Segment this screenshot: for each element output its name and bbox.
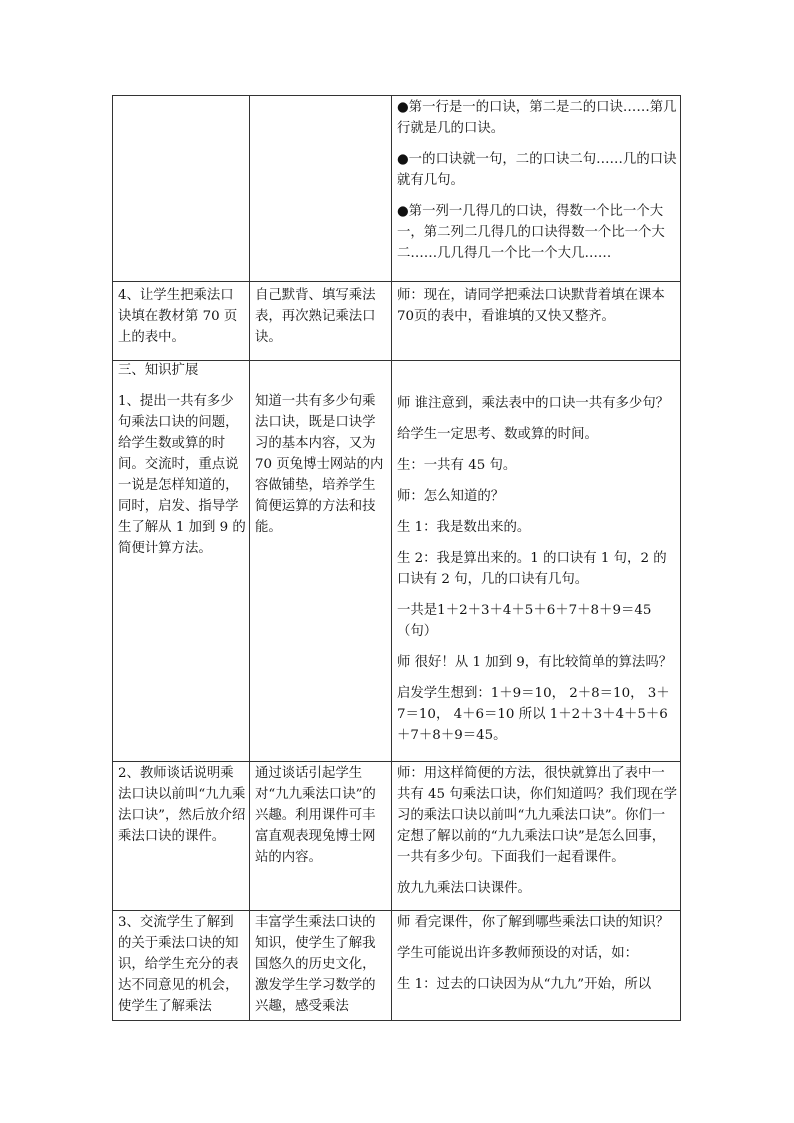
- table-cell-r4-c3: [392, 763, 681, 909]
- cell-paragraph: 生 2：我是算出来的。1 的口诀有 1 句，2 的口诀有 2 句，几的口诀有几句。: [397, 551, 667, 587]
- table-cell-r2-c2: [250, 285, 391, 360]
- cell-paragraph: 师：现在，请同学把乘法口诀默背着填在课本 70页的表中，看谁填的又快又整齐。: [397, 288, 665, 324]
- cell-paragraph: 师 看完课件，你了解到哪些乘法口诀的知识？: [397, 915, 670, 930]
- section-heading: 三、知识扩展: [118, 363, 199, 378]
- cell-paragraph: 师 谁注意到，乘法表中的口诀一共有多少句？: [397, 396, 670, 411]
- lesson-plan-table: [112, 95, 681, 1021]
- cell-paragraph: 1、提出一共有多少句乘法口诀的问题，给学生数或算的时间。交流时，重点说一说是怎样知道的，同时，启发、指导学生了解从 1 加到 9 的简便计算方法。: [118, 394, 246, 556]
- cell-paragraph: 放九九乘法口诀课件。: [397, 881, 531, 896]
- cell-paragraph: 师：怎么知道的？: [397, 489, 505, 504]
- cell-paragraph: 4、让学生把乘法口诀填在教材第 70 页上的表中。: [118, 288, 238, 345]
- row-divider: [113, 281, 680, 282]
- table-cell-r4-c1: [113, 763, 249, 909]
- cell-paragraph: 生 1：过去的口诀因为从“九九”开始，所以: [397, 977, 652, 992]
- cell-paragraph: 启发学生想到：1＋9＝10， 2＋8＝10， 3＋7＝10， 4＋6＝10 所以 1＋2＋3＋4＋5＋6＋7＋8＋9＝45。: [397, 686, 670, 743]
- cell-paragraph: 学生可能说出许多教师预设的对话，如：: [397, 946, 639, 961]
- table-cell-r2-c3: [392, 285, 681, 360]
- cell-paragraph: 通过谈话引起学生对“九九乘法口诀”的兴趣。利用课件可丰富直观表现兔博士网站的内容。: [255, 766, 376, 865]
- cell-paragraph: 生 1：我是数出来的。: [397, 520, 531, 535]
- cell-paragraph: 知道一共有多少句乘法口诀，既是口诀学习的基本内容，又为 70 页兔博士网站的内容做铺垫，培养学生简便运算的方法和技能。: [255, 394, 384, 535]
- table-cell-r5-c1: [113, 912, 249, 1019]
- cell-paragraph: 生：一共有 45 句。: [397, 458, 517, 473]
- table-cell-r4-c2: [250, 763, 391, 909]
- table-cell-r3-c1: [113, 360, 249, 760]
- table-cell-r1-c3: [392, 97, 681, 281]
- table-cell-r5-c2: [250, 912, 391, 1019]
- row-divider: [113, 761, 680, 762]
- table-cell-r5-c3: [392, 912, 681, 1019]
- cell-paragraph: 师：用这样简便的方法，很快就算出了表中一共有 45 句乘法口诀，你们知道吗？我们现在学习的乘法口诀以前叫“九九乘法口诀”。你们一定想了解以前的“九九乘法口诀”是怎么回事，一共有多少句。下面我们一起看课件。: [397, 766, 677, 865]
- row-divider: [113, 910, 680, 911]
- cell-paragraph: 师 很好！从 1 加到 9，有比较简单的算法吗？: [397, 655, 673, 670]
- cell-paragraph: 给学生一定思考、数或算的时间。: [397, 427, 598, 442]
- cell-paragraph: ●第一行是一的口诀，第二是二的口诀……第几行就是几的口诀。: [397, 100, 677, 136]
- cell-paragraph: ●第一列一几得几的口诀，得数一个比一个大一，第二列二几得几的口诀得数一个比一个大二……几几得几一个比一个大几……: [397, 204, 665, 261]
- cell-paragraph: 3、交流学生了解到的关于乘法口诀的知识，给学生充分的表达不同意见的机会，使学生了解乘法: [118, 915, 239, 1014]
- table-cell-r3-c2: [250, 391, 391, 760]
- cell-paragraph: 一共是1＋2＋3＋4＋5＋6＋7＋8＋9＝45（句）: [397, 603, 652, 639]
- cell-paragraph: 丰富学生乘法口诀的知识，使学生了解我国悠久的历史文化，激发学生学习数学的兴趣，感受乘法: [255, 915, 376, 1014]
- cell-paragraph: ●一的口诀就一句，二的口诀二句……几的口诀就有几句。: [397, 152, 677, 188]
- cell-paragraph: 2、教师谈话说明乘法口诀以前叫“九九乘法口诀”，然后放介绍乘法口诀的课件。: [118, 766, 246, 844]
- table-cell-r2-c1: [113, 285, 249, 360]
- cell-paragraph: 自己默背、填写乘法表，再次熟记乘法口诀。: [255, 288, 376, 345]
- table-cell-r3-c3: [392, 393, 681, 760]
